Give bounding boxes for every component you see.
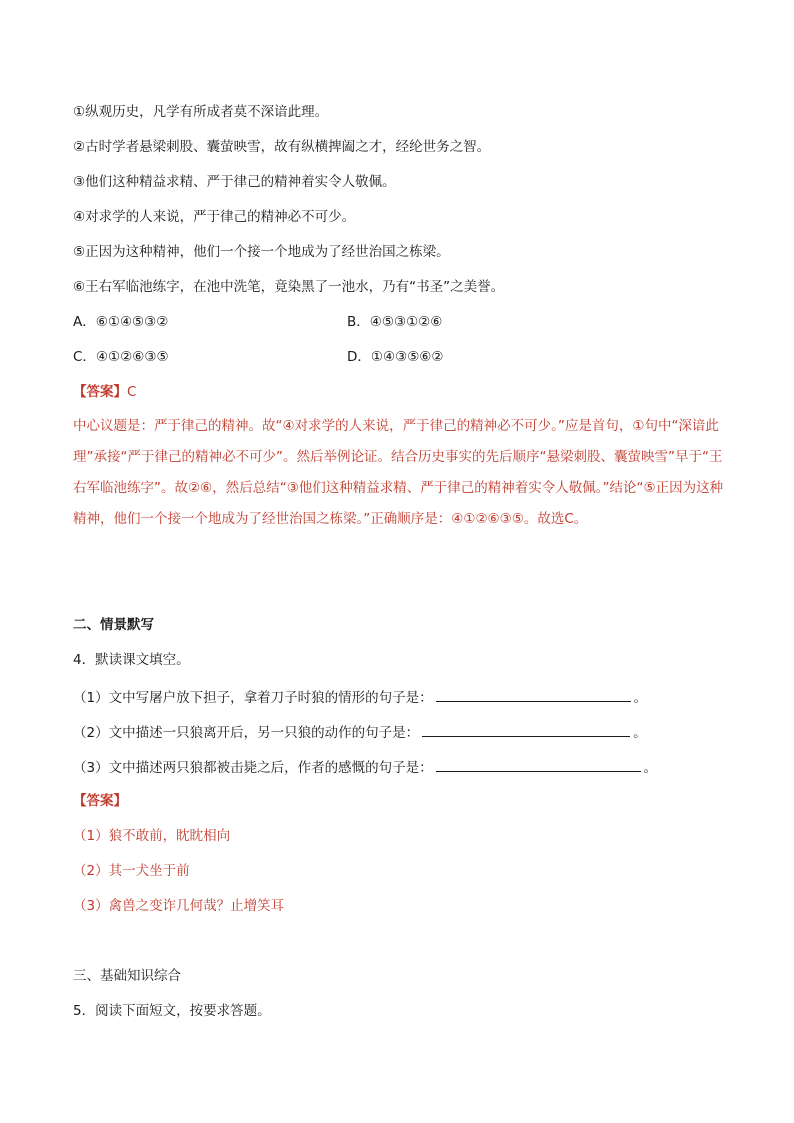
statement-1: ①纵观历史，凡学有所成者莫不深谙此理。 — [73, 104, 329, 120]
q4-answer-3: （3）禽兽之变诈几何哉？止增笑耳 — [73, 898, 285, 914]
statement-3: ③他们这种精益求精、严于律己的精神着实令人敬佩。 — [73, 174, 396, 190]
section-3-title: 三、基础知识综合 — [73, 968, 181, 984]
statement-4: ④对求学的人来说，严于律己的精神必不可少。 — [73, 209, 356, 225]
question-5-prompt: 5．阅读下面短文，按要求答题。 — [73, 1003, 271, 1019]
option-b: B．④⑤③①②⑥ — [347, 314, 443, 330]
q4-blank-1[interactable] — [436, 687, 631, 702]
q4-item-3-text: （3）文中描述两只狼都被击毙之后，作者的感慨的句子是： — [73, 760, 433, 776]
q4-item-2-end: 。 — [633, 725, 647, 741]
q4-answer-2: （2）其一犬坐于前 — [73, 863, 190, 879]
q4-item-2-text: （2）文中描述一只狼离开后，另一只狼的动作的句子是： — [73, 725, 420, 741]
statement-6: ⑥王右军临池练字，在池中洗笔，竟染黑了一池水，乃有“书圣”之美誉。 — [73, 279, 505, 295]
option-c: C．④①②⑥③⑤ — [73, 349, 169, 365]
section-2-title: 二、情景默写 — [73, 617, 154, 633]
answer-row — [73, 383, 136, 401]
q4-item-2 — [73, 722, 647, 742]
q4-answer-1: （1）狼不敢前，眈眈相向 — [73, 828, 231, 844]
q4-item-3-end: 。 — [643, 760, 658, 776]
answer-value: C — [127, 384, 137, 400]
q4-item-1-text: （1）文中写屠户放下担子，拿着刀子时狼的情形的句子是： — [73, 690, 433, 706]
option-a: A．⑥①④⑤③② — [73, 314, 169, 330]
q4-item-3 — [73, 757, 657, 777]
q4-item-1-end: 。 — [633, 690, 648, 706]
option-d: D．①④③⑤⑥② — [347, 349, 444, 365]
q4-item-1 — [73, 687, 647, 707]
statement-2: ②古时学者悬梁刺股、囊萤映雪，故有纵横捭阖之才，经纶世务之智。 — [73, 139, 491, 155]
answer-label: 【答案】 — [73, 384, 127, 400]
q4-blank-2[interactable] — [422, 722, 630, 737]
q4-blank-3[interactable] — [436, 757, 641, 772]
question-4-prompt: 4．默读课文填空。 — [73, 652, 190, 668]
q4-answer-label: 【答案】 — [73, 793, 127, 809]
statement-5: ⑤正因为这种精神，他们一个接一个地成为了经世治国之栋梁。 — [73, 244, 450, 260]
answer-explanation: 中心议题是：严于律己的精神。故“④对求学的人来说，严于律己的精神必不可少。”应是首句，①句中“深谙此理”承接“严于律己的精神必不可少”。然后举例论证。结合历史事实的先后顺序“悬梁刺股、囊萤映雪”早于“王右军临池练字”。故②⑥，然后总结“③他们这种精益求精、严于律己的精神着实令人敬佩。”结论“⑤正因为这种精神，他们一个接一个地成为了经世治国之栋梁。”正确顺序是：④①②⑥③⑤。故选C。 — [73, 418, 724, 527]
